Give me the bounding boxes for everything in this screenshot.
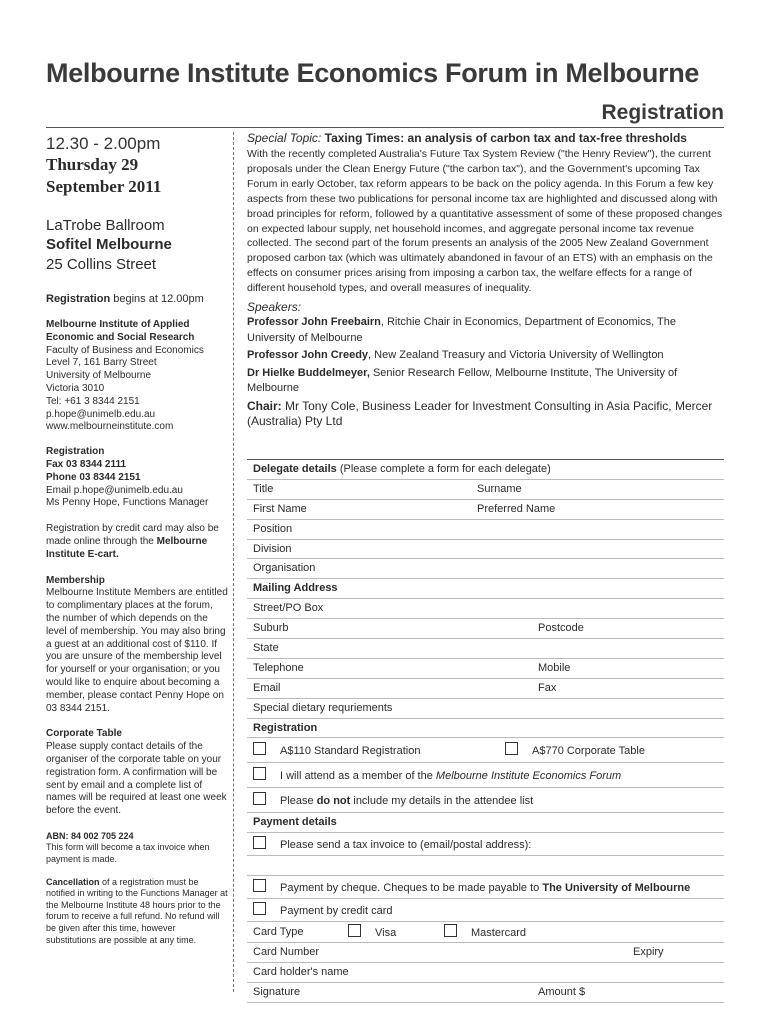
contact-org-line2: Economic and Social Research: [46, 331, 195, 343]
amount-field[interactable]: Amount $: [538, 986, 586, 999]
credit-card-label: Payment by credit card: [280, 905, 393, 918]
dietary-field[interactable]: Special dietary requriements: [247, 699, 724, 719]
credit-card-note: [46, 523, 228, 561]
surname-field[interactable]: Surname: [477, 482, 522, 495]
registration-info: [46, 446, 228, 510]
speaker-name: Professor John Creedy: [247, 349, 369, 362]
member-label: I will attend as a member of the: [280, 770, 436, 783]
delegate-details-header: [247, 460, 724, 480]
suburb-field[interactable]: Suburb: [253, 622, 289, 635]
venue-street: 25 Collins Street: [46, 256, 157, 273]
member-checkbox[interactable]: [253, 767, 266, 780]
cheque-row: [247, 876, 724, 899]
speaker-name: Dr Hielke Buddelmeyer,: [247, 366, 370, 379]
tax-invoice-checkbox[interactable]: [253, 836, 266, 849]
cancellation-heading: Cancellation: [46, 876, 100, 887]
registration-options-row: [247, 738, 724, 763]
page-subtitle: Registration: [601, 101, 724, 124]
membership-text: Melbourne Institute Members are entitled to complimentary places at the forum, the number of which depends on the level of membership. You may also bring a guest at an additional cost of $110. If you are unsure of the membership level for yourself or your organisation; or you would like to enquire about becoming a member, please contact Penny Hope on 03 8344 2151.: [46, 587, 228, 714]
registration-heading: Registration: [247, 719, 724, 739]
mailing-address-heading: Mailing Address: [247, 579, 724, 599]
registration-phone: Phone 03 8344 2151: [46, 471, 141, 483]
tax-invoice-address-line[interactable]: [247, 856, 724, 876]
division-field[interactable]: Division: [247, 540, 724, 560]
registration-start: [46, 293, 228, 305]
fax-field[interactable]: Fax: [538, 681, 557, 694]
contact-website[interactable]: www.melbourneinstitute.com: [46, 421, 174, 433]
title-surname-row: [247, 480, 724, 500]
special-topic-label: Special Topic:: [247, 131, 322, 145]
privacy-label-pre: Please: [280, 795, 317, 808]
venue-room: LaTrobe Ballroom: [46, 217, 165, 234]
privacy-checkbox[interactable]: [253, 792, 266, 805]
credit-card-checkbox[interactable]: [253, 902, 266, 915]
tax-invoice-row: [247, 833, 724, 856]
position-field[interactable]: Position: [247, 520, 724, 540]
card-type-row: [247, 922, 724, 943]
mastercard-label: Mastercard: [471, 927, 527, 940]
contact-email[interactable]: p.hope@unimelb.edu.au: [46, 408, 156, 420]
card-number-field[interactable]: Card Number: [253, 946, 320, 959]
card-number-row: [247, 943, 724, 963]
signature-field[interactable]: Signature: [253, 986, 301, 999]
registration-fax: Fax 03 8344 2111: [46, 458, 127, 470]
abn-block: [46, 831, 228, 866]
corporate-table-checkbox[interactable]: [505, 742, 518, 755]
topic-description: With the recently completed Australia's Future Tax System Review ("the Henry Review"), the current proposals under the Clean Energy Future ("the carbon tax"), and the Government's upcoming Tax Forum in early October, tax reform appears to be back on the policy agenda. In this Forum a few key aspects from these two publications for personal income tax are highlighted and discussed along with broad principles for reform, followed by a quantitative assessment of some of these proposed changes on expected labour supply, net household incomes, and aggregate personal income tax revenue collected. The second part of the forum presents an analysis of the 2005 New Zealand Government proposed carbon tax (which was ultimately abandoned in favour of an ETS) with an emphasis on the effects on consumer prices arising from imposing a carbon tax, the welfare effects for a range of different household types, and overall measures of inequality.: [247, 148, 723, 295]
event-day: Thursday 29: [46, 155, 139, 174]
page-title: Melbourne Institute Economics Forum in Melbourne: [46, 58, 700, 88]
telephone-field[interactable]: Telephone: [253, 661, 304, 674]
cheque-payee: The University of Melbourne: [542, 882, 691, 895]
speaker-role: , New Zealand Treasury and Victoria University of Wellington: [368, 349, 664, 362]
registration-start-label: Registration: [46, 293, 111, 305]
cancellation-block: [46, 877, 228, 947]
chair-label: Chair:: [247, 398, 282, 413]
first-name-field[interactable]: First Name: [253, 502, 307, 515]
delegate-details-heading: Delegate details: [253, 463, 337, 475]
title-field[interactable]: Title: [253, 482, 274, 495]
contact-block: [46, 319, 228, 434]
standard-registration-checkbox[interactable]: [253, 742, 266, 755]
abn-heading: ABN: 84 002 705 224: [46, 830, 134, 841]
street-field[interactable]: Street/PO Box: [247, 599, 724, 619]
suburb-postcode-row: [247, 619, 724, 639]
email-fax-row: [247, 679, 724, 699]
contact-line: Level 7, 161 Barry Street: [46, 357, 157, 369]
corporate-table-label: A$770 Corporate Table: [532, 745, 645, 758]
signature-row: [247, 983, 724, 1003]
abn-text: This form will become a tax invoice when payment is made.: [46, 842, 210, 865]
right-column: [247, 131, 724, 430]
preferred-name-field[interactable]: Preferred Name: [477, 502, 556, 515]
registration-start-time: begins at 12.00pm: [113, 293, 204, 305]
visa-label: Visa: [375, 927, 397, 940]
name-row: [247, 500, 724, 520]
organisation-field[interactable]: Organisation: [247, 559, 724, 579]
column-divider: [233, 132, 234, 992]
registration-form: [247, 459, 724, 1003]
postcode-field[interactable]: Postcode: [538, 622, 584, 635]
speaker-role: , Ritchie Chair in Economics, Department of Economics, The University of Melbourne: [247, 316, 676, 344]
phone-row: [247, 659, 724, 679]
membership-heading: Membership: [46, 574, 105, 586]
member-row: [247, 763, 724, 788]
corporate-block: [46, 728, 228, 818]
left-column: [46, 133, 228, 946]
contact-line: Tel: +61 3 8344 2151: [46, 395, 140, 407]
card-type-label: Card Type: [253, 926, 304, 939]
speaker-item: [247, 315, 724, 346]
tax-invoice-label: Please send a tax invoice to (email/postal address):: [280, 839, 532, 852]
expiry-field[interactable]: Expiry: [633, 946, 664, 959]
speakers-heading: Speakers:: [247, 300, 302, 315]
registration-info-heading: Registration: [46, 446, 105, 458]
credit-card-note-text: Registration by credit card may also be made online through the: [46, 523, 219, 547]
corporate-text: Please supply contact details of the organiser of the corporate table on your registration form. A confirmation will be sent by email and a complete list of names will be required at least one week before the event.: [46, 741, 227, 817]
credit-card-row: [247, 899, 724, 922]
chair: [247, 399, 724, 430]
standard-registration-label: A$110 Standard Registration: [280, 745, 421, 758]
speaker-item: [247, 366, 724, 397]
speaker-role: Senior Research Fellow, Melbourne Institute, The University of Melbourne: [247, 366, 678, 395]
email-field[interactable]: Email: [253, 681, 281, 694]
contact-org-line1: Melbourne Institute of Applied: [46, 319, 190, 330]
ecart-link[interactable]: Melbourne Institute E-cart.: [46, 535, 208, 560]
speaker-name: Professor John Freebairn: [247, 316, 381, 329]
mobile-field[interactable]: Mobile: [538, 661, 571, 674]
card-holder-field[interactable]: Card holder's name: [247, 963, 724, 983]
registration-manager: Ms Penny Hope, Functions Manager: [46, 497, 209, 509]
cancellation-text: of a registration must be notified in writing to the Functions Manager at the Melbourne Institute 48 hours prior to the forum to receive a full refund. No refund will be given after this time, however substitutions are possible at any time.: [46, 876, 228, 945]
state-field[interactable]: State: [247, 639, 724, 659]
venue-hotel: Sofitel Melbourne: [46, 236, 172, 253]
event-month: September 2011: [46, 177, 162, 196]
membership-block: [46, 575, 228, 716]
event-time: 12.30 - 2.00pm: [46, 134, 161, 153]
cheque-label: Payment by cheque. Cheques to be made payable to: [280, 882, 543, 895]
contact-line: Faculty of Business and Economics: [46, 344, 204, 356]
special-topic: [247, 131, 724, 146]
visa-checkbox[interactable]: [348, 924, 361, 937]
member-org: Melbourne Institute Economics Forum: [435, 770, 622, 783]
speaker-item: [247, 348, 724, 364]
chair-name: Mr Tony Cole, Business Leader for Investment Consulting in Asia Pacific, Mercer (Australia) Pty Ltd: [247, 398, 713, 429]
registration-email[interactable]: Email p.hope@unimelb.edu.au: [46, 484, 183, 496]
cheque-checkbox[interactable]: [253, 879, 266, 892]
delegate-details-note: (Please complete a form for each delegate): [336, 463, 551, 475]
header-rule: [46, 127, 724, 128]
privacy-label-bold: do not: [316, 795, 351, 808]
payment-details-heading: Payment details: [247, 813, 724, 833]
privacy-label-post: include my details in the attendee list: [350, 795, 534, 808]
mastercard-checkbox[interactable]: [444, 924, 457, 937]
contact-line: University of Melbourne: [46, 370, 152, 382]
corporate-heading: Corporate Table: [46, 728, 122, 740]
contact-line: Victoria 3010: [46, 382, 105, 394]
special-topic-title: Taxing Times: an analysis of carbon tax and tax-free thresholds: [324, 131, 687, 145]
privacy-row: [247, 788, 724, 813]
